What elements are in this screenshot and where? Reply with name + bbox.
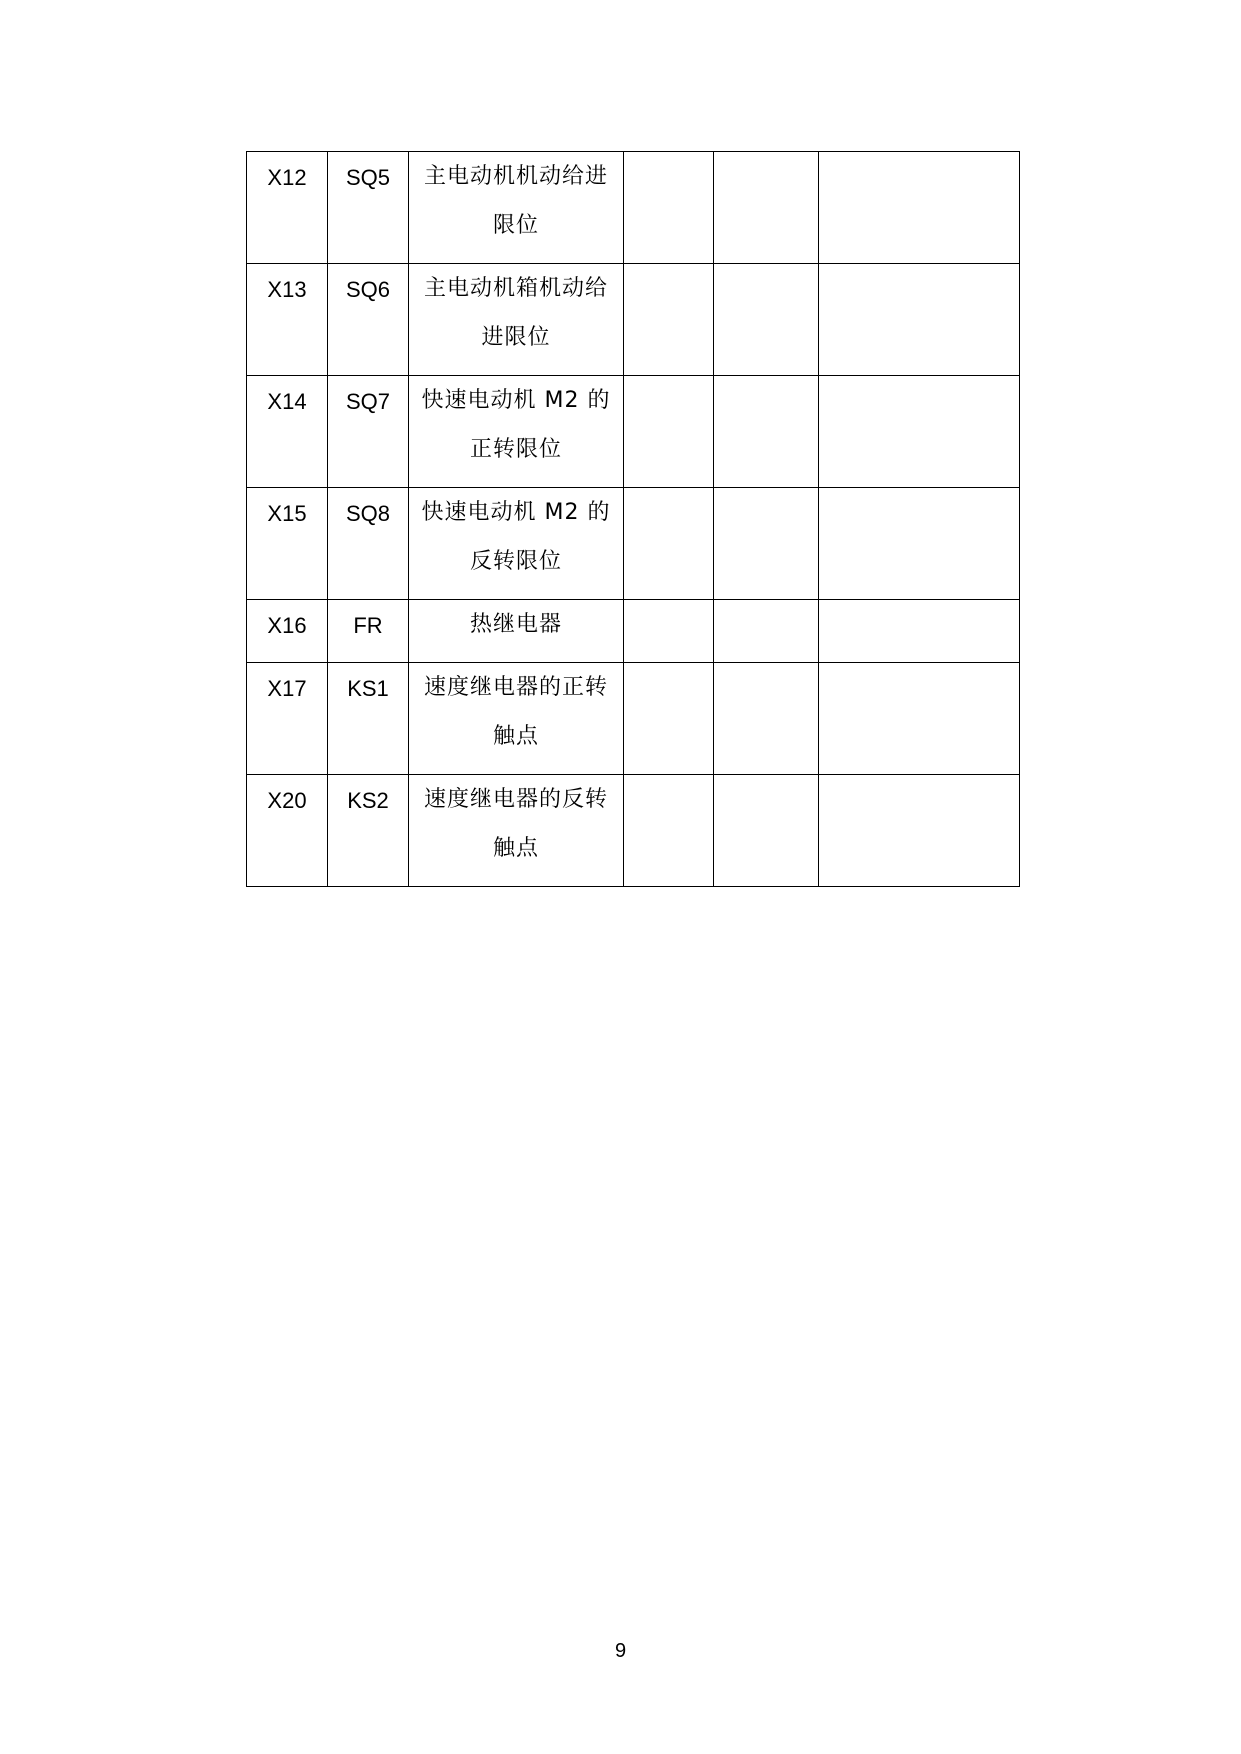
empty-cell: [714, 376, 819, 488]
table-row: [247, 152, 1020, 264]
description-cell: [409, 775, 624, 887]
empty-cell: [819, 152, 1020, 264]
empty-cell: [624, 264, 714, 376]
empty-cell: [819, 775, 1020, 887]
input-address-cell: X14: [247, 376, 328, 488]
device-symbol-cell: KS2: [328, 775, 409, 887]
description-text: 速度继电器的反转触点: [423, 787, 608, 861]
description-cell: [409, 600, 624, 663]
device-symbol-cell: SQ6: [328, 264, 409, 376]
input-address-cell: X20: [247, 775, 328, 887]
empty-cell: [819, 264, 1020, 376]
empty-cell: [714, 488, 819, 600]
input-address-cell: X13: [247, 264, 328, 376]
input-address-cell: X12: [247, 152, 328, 264]
table-row: [247, 600, 1020, 663]
empty-cell: [714, 775, 819, 887]
empty-cell: [624, 376, 714, 488]
empty-cell: [624, 488, 714, 600]
table-row: [247, 775, 1020, 887]
table-row: [247, 264, 1020, 376]
empty-cell: [624, 600, 714, 663]
description-cell: [409, 152, 624, 264]
description-cell: [409, 663, 624, 775]
device-symbol-cell: SQ8: [328, 488, 409, 600]
empty-cell: [714, 152, 819, 264]
device-symbol-cell: SQ7: [328, 376, 409, 488]
input-address-cell: X17: [247, 663, 328, 775]
description-text: 快速电动机 M2 的反转限位: [421, 500, 611, 574]
io-assignment-table: [246, 151, 1020, 887]
device-symbol-cell: KS1: [328, 663, 409, 775]
empty-cell: [819, 488, 1020, 600]
empty-cell: [624, 775, 714, 887]
input-address-cell: X16: [247, 600, 328, 663]
table-row: [247, 376, 1020, 488]
description-cell: [409, 488, 624, 600]
empty-cell: [714, 600, 819, 663]
input-address-cell: X15: [247, 488, 328, 600]
description-text: 主电动机箱机动给进限位: [423, 276, 608, 350]
table-row: [247, 488, 1020, 600]
device-symbol-cell: FR: [328, 600, 409, 663]
description-cell: [409, 376, 624, 488]
empty-cell: [819, 663, 1020, 775]
description-text: 热继电器: [469, 612, 562, 637]
empty-cell: [714, 264, 819, 376]
description-cell: [409, 264, 624, 376]
table-row: [247, 663, 1020, 775]
empty-cell: [624, 152, 714, 264]
description-text: 快速电动机 M2 的正转限位: [421, 388, 611, 462]
page-number: 9: [614, 1640, 627, 1662]
empty-cell: [714, 663, 819, 775]
description-text: 主电动机机动给进限位: [423, 164, 608, 238]
empty-cell: [819, 376, 1020, 488]
empty-cell: [819, 600, 1020, 663]
empty-cell: [624, 663, 714, 775]
device-symbol-cell: SQ5: [328, 152, 409, 264]
description-text: 速度继电器的正转触点: [423, 675, 608, 749]
